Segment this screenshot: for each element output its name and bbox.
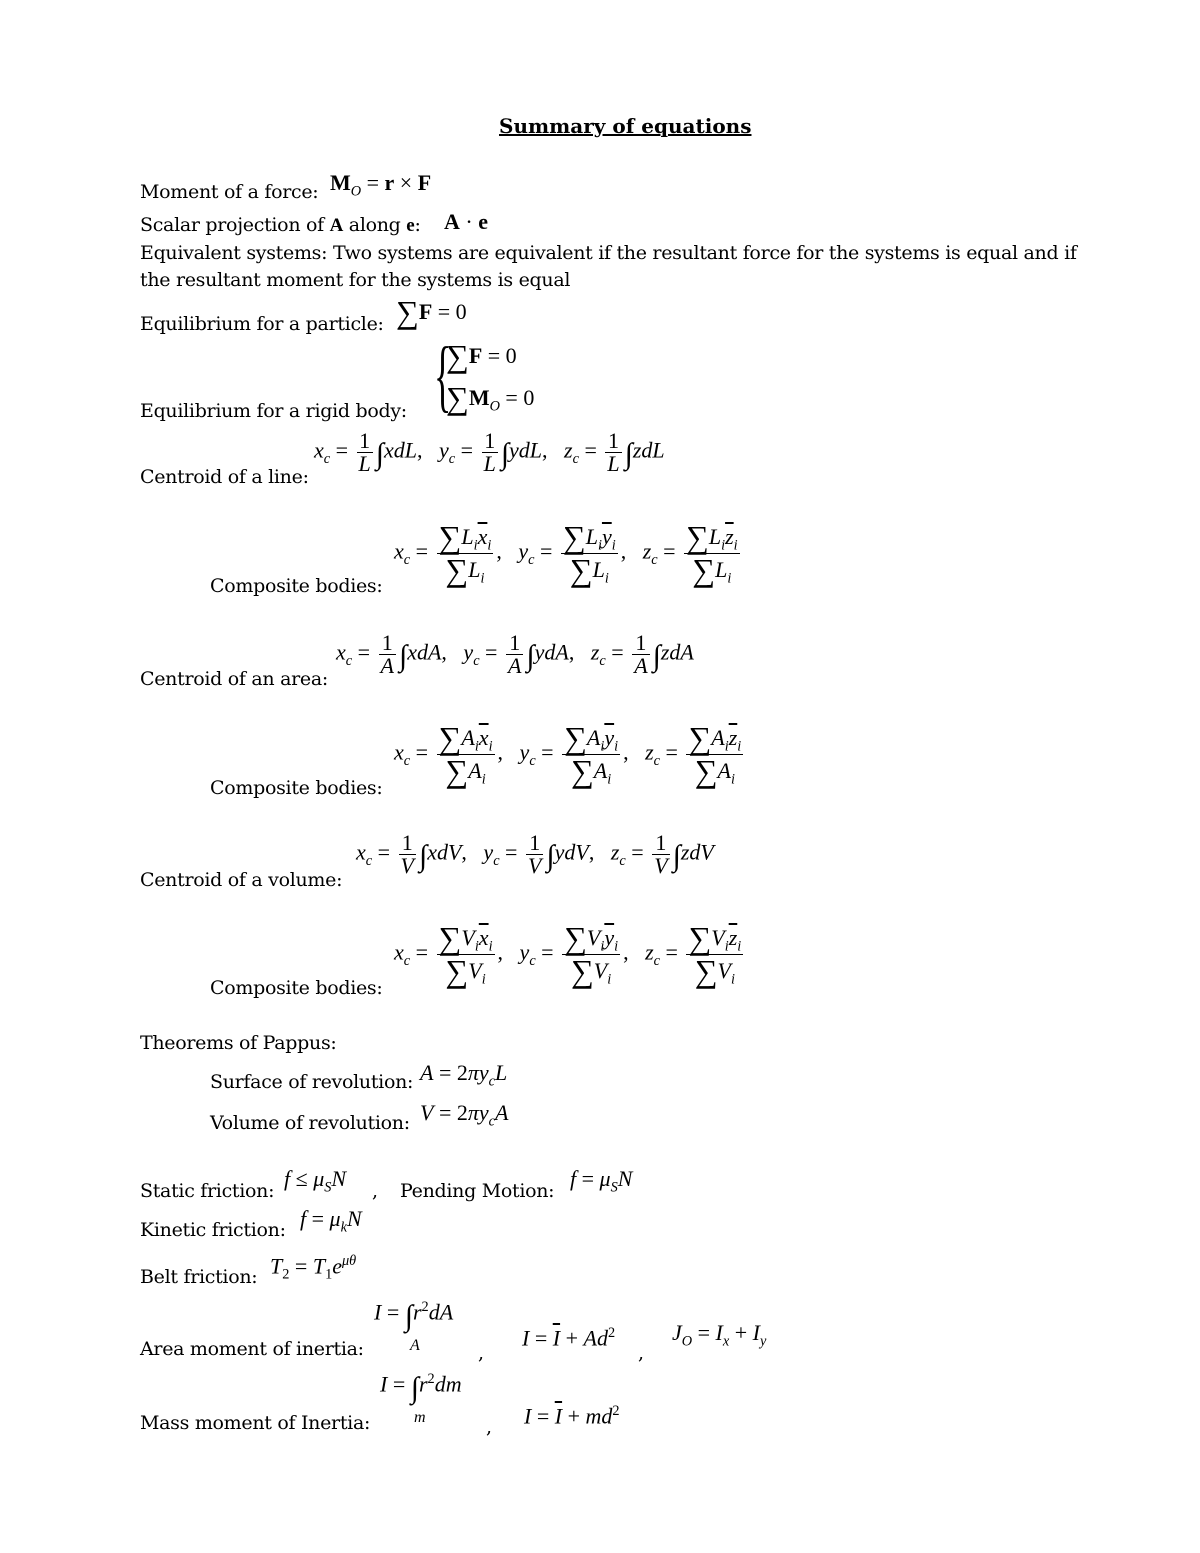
comma-4: ,: [486, 1416, 492, 1438]
page-title: Summary of equations: [499, 114, 752, 138]
composite-volume-label: Composite bodies:: [210, 977, 383, 999]
belt-friction-label: Belt friction:: [140, 1266, 258, 1288]
eq-rigid-force: ∑F = 0: [446, 338, 517, 374]
eq-rigid-label: Equilibrium for a rigid body:: [140, 400, 407, 422]
pappus-label: Theorems of Pappus:: [140, 1032, 337, 1054]
moment-equation: $M_O = r \times F$: [330, 170, 432, 200]
composite-area-equation: $x_c$ = $\frac{\sum A_i\overline{x}_i}{\sum A_i}$ , $y_c$ = $\frac{\sum A_i\overline{y}_i}{\sum A_i}$ , $z_c$ = $\frac{\sum A_i\overline{z}_i}{\sum A_i}$: [394, 720, 742, 789]
static-friction-equation: $f \le \mu_SN$: [284, 1166, 347, 1196]
brace-icon: {: [434, 332, 452, 420]
kinetic-friction-label: Kinetic friction:: [140, 1219, 286, 1241]
eq-particle-label: Equilibrium for a particle:: [140, 313, 384, 335]
eq-rigid-moment: $\sum M_O = 0$: [446, 380, 535, 416]
eq-particle-equation: ∑F = 0: [396, 294, 467, 330]
pending-motion-label: Pending Motion:: [400, 1180, 555, 1202]
comma-2: ,: [478, 1342, 484, 1364]
belt-friction-equation: $T_2 = T_1e^{\mu\theta}$: [270, 1253, 357, 1283]
centroid-area-equation: $x_c$ = $\frac{1}{A}$ ∫xdA, $y_c$ = $\frac{1}{A}$ ∫ydA, $z_c$ = $\frac{1}{A}$ ∫zdA: [336, 630, 694, 678]
area-parallel-axis-equation: $I = \overline{I} + Ad^2$: [522, 1325, 616, 1351]
centroid-volume-label: Centroid of a volume:: [140, 869, 343, 891]
composite-line-equation: $x_c$ = $\frac{\sum L_i\overline{x}_i}{\sum L_i}$ , $y_c$ = $\frac{\sum L_i\overline{y}_i}{\sum L_i}$ , $z_c$ = $\frac{\sum L_i\overline{z}_i}{\sum L_i}$: [394, 519, 738, 588]
mass-parallel-axis-equation: $I = \overline{I} + md^2$: [524, 1403, 620, 1429]
volume-revolution-label: Volume of revolution:: [210, 1112, 410, 1134]
surface-revolution-equation: $A = 2\pi y_cL$: [420, 1060, 508, 1090]
kinetic-friction-equation: $f = \mu_kN$: [300, 1206, 362, 1236]
area-moi-label: Area moment of inertia:: [140, 1338, 364, 1360]
mass-moi-label: Mass moment of Inertia:: [140, 1412, 371, 1434]
equivalent-systems-text: Equivalent systems: Two systems are equivalent if the resultant force for the systems is equal and if the resultant moment for the systems is equal: [140, 242, 1077, 291]
area-moi-integral: $I = \int r^2dA$: [374, 1299, 454, 1333]
scalar-projection-label: Scalar projection of A along e:: [140, 214, 421, 236]
centroid-line-equation: $x_c$ = $\frac{1}{L}$ ∫xdL, $y_c$ = $\frac{1}{L}$ ∫ydL, $z_c$ = $\frac{1}{L}$ ∫zdL: [314, 428, 665, 476]
mass-moi-integral: $I = \int r^2dm$: [380, 1371, 462, 1405]
pending-motion-equation: $f = \mu_SN$: [570, 1166, 633, 1196]
centroid-area-label: Centroid of an area:: [140, 668, 328, 690]
surface-revolution-label: Surface of revolution:: [210, 1071, 414, 1093]
composite-volume-equation: $x_c$ = $\frac{\sum V_i\overline{x}_i}{\sum V_i}$ , $y_c$ = $\frac{\sum V_i\overline{y}_i}{\sum V_i}$ , $z_c$ = $\frac{\sum V_i\overline{z}_i}{\sum V_i}$: [394, 920, 742, 989]
mass-moi-subscript: m: [414, 1409, 426, 1426]
area-moi-subscript: A: [410, 1337, 420, 1354]
composite-area-label: Composite bodies:: [210, 777, 383, 799]
polar-moment-equation: $J_O = I_x + I_y$: [672, 1320, 767, 1350]
centroid-line-label: Centroid of a line:: [140, 466, 309, 488]
scalar-projection-equation: A · e: [444, 209, 488, 234]
volume-revolution-equation: $V = 2\pi y_cA$: [420, 1100, 509, 1130]
centroid-volume-equation: $x_c$ = $\frac{1}{V}$ ∫xdV, $y_c$ = $\frac{1}{V}$ ∫ydV, $z_c$ = $\frac{1}{V}$ ∫zdV: [356, 830, 714, 878]
moment-label: Moment of a force:: [140, 181, 319, 203]
static-friction-label: Static friction:: [140, 1180, 275, 1202]
comma-3: ,: [638, 1342, 644, 1364]
comma-1: ,: [372, 1180, 378, 1202]
composite-line-label: Composite bodies:: [210, 575, 383, 597]
